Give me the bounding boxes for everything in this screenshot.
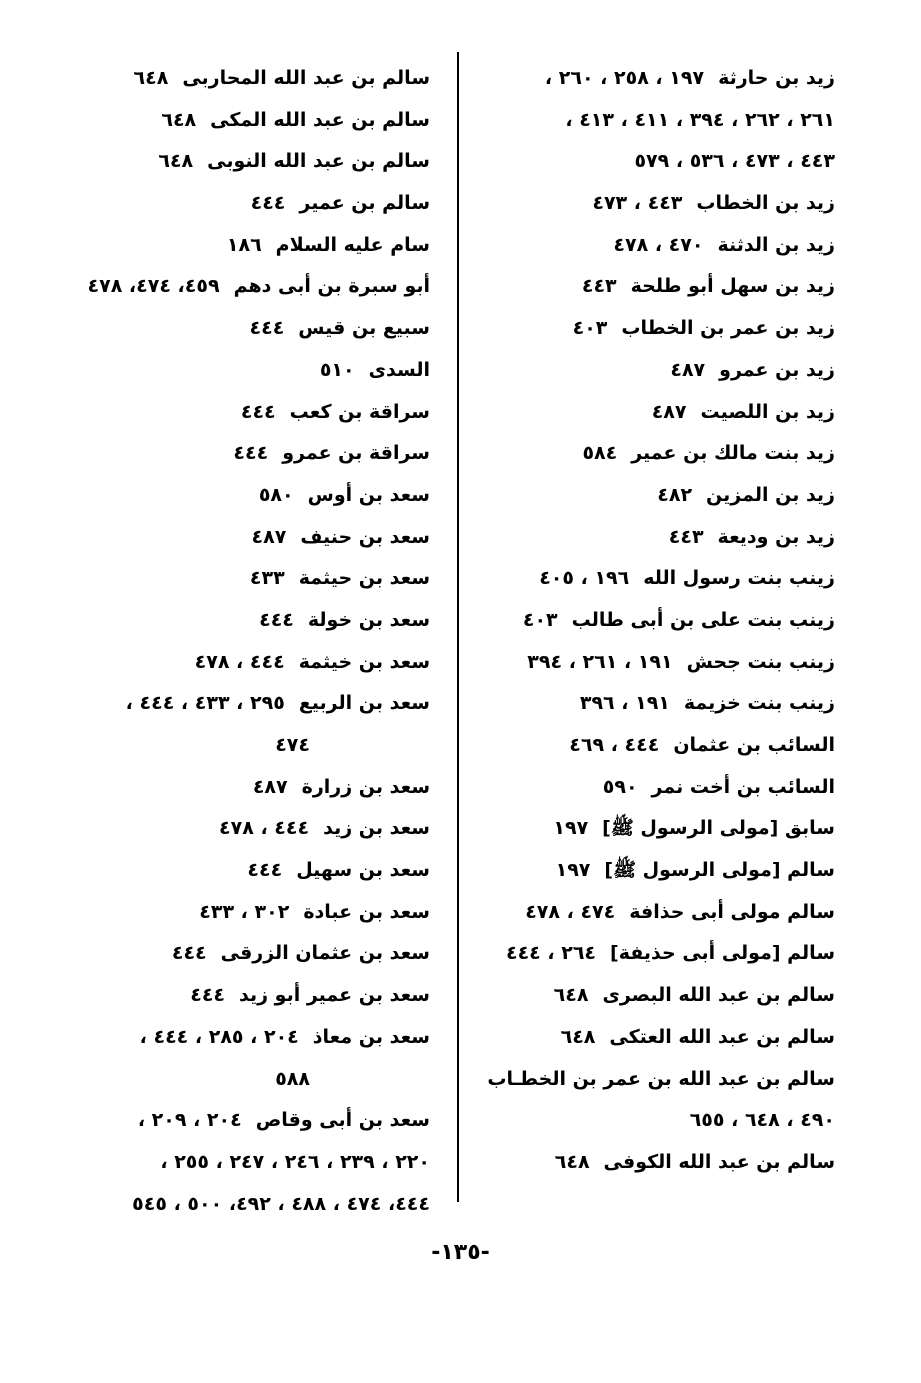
entry-name: سالم بن عبد الله البصرى: [602, 984, 835, 1007]
index-entry: [485, 850, 835, 892]
entry-name: زيد بن المزين: [706, 483, 835, 506]
entry-pages: ٦٤٨: [560, 1025, 596, 1048]
entry-name: سعد بن حيثمة: [298, 567, 430, 590]
index-entry: [70, 1184, 430, 1226]
index-column-left: [70, 58, 430, 1225]
index-entry: [70, 392, 430, 434]
entry-pages: ٤٨٧: [252, 775, 288, 798]
entry-name: سابق [مولى الرسول ﷺ]: [602, 817, 835, 840]
index-entry: [70, 350, 430, 392]
entry-name: سالم بن عبد الله المكى: [210, 108, 430, 131]
entry-pages: ٥٨٠: [258, 483, 294, 506]
entry-pages: ١٩٧: [553, 817, 589, 840]
entry-name: سعد بن عمير أبو زيد: [239, 984, 430, 1007]
entry-pages: ٤٨٧: [651, 400, 687, 423]
entry-pages: ٤٧٤: [275, 734, 310, 756]
index-entry: [70, 1017, 430, 1059]
index-entry: [485, 350, 835, 392]
index-entry: [485, 433, 835, 475]
entry-pages: ٤٤٤، ٤٧٤ ، ٤٨٨ ، ٤٩٢، ٥٠٠ ، ٥٤٥: [132, 1192, 430, 1215]
entry-pages: ١٩٦ ، ٤٠٥: [539, 567, 630, 590]
index-entry: [70, 308, 430, 350]
entry-pages: ٤٣٣: [249, 567, 285, 590]
index-entry: [485, 683, 835, 725]
index-entry: [485, 183, 835, 225]
index-entry: [485, 58, 835, 100]
index-entry: [70, 266, 430, 308]
entry-pages: ٤٨٢: [657, 483, 693, 506]
index-entry: [485, 308, 835, 350]
index-entry: [70, 558, 430, 600]
entry-name: سالم بن عمير: [299, 192, 430, 215]
index-entry: [70, 975, 430, 1017]
entry-pages: ٤٤٤ ، ٤٧٨: [219, 817, 310, 840]
entry-name: زيد بن اللصيت: [700, 400, 835, 423]
index-entry: [70, 808, 430, 850]
entry-name: سعد بن سهيل: [296, 859, 430, 882]
entry-name: سراقة بن كعب: [289, 400, 430, 423]
entry-name: سعد بن أوس: [307, 483, 430, 506]
entry-name: زينب بنت رسول الله: [643, 567, 835, 590]
index-entry: [485, 1142, 835, 1184]
entry-pages: ٤٤٣ ، ٤٧٣: [592, 192, 683, 215]
entry-pages: ٥٨٨: [275, 1067, 310, 1090]
index-entry: [70, 225, 430, 267]
entry-name: أبو سبرة بن أبى دهم: [233, 275, 430, 298]
entry-name: سالم بن عبد الله المحاربى: [182, 67, 430, 89]
entry-name: زيد بنت مالك بن عمير: [631, 442, 835, 465]
entry-name: سالم [مولى أبى حذيفة]: [610, 942, 835, 965]
entry-pages: ٤٨٧: [251, 525, 287, 548]
index-entry: [70, 892, 430, 934]
entry-pages: ٣٠٢ ، ٤٣٣: [199, 900, 290, 923]
entry-name: سعد بن خيثمة: [298, 650, 430, 673]
index-entry: [70, 141, 430, 183]
entry-name: سعد بن خولة: [307, 608, 430, 631]
index-column-right: [485, 58, 835, 1184]
index-entry: [485, 1017, 835, 1059]
index-entry: [70, 100, 430, 142]
entry-pages: ٢٠٤ ، ٢٠٩ ،: [137, 1109, 242, 1132]
index-entry: [70, 725, 430, 767]
index-entry: [485, 558, 835, 600]
entry-pages: ٤٤٤: [171, 942, 207, 965]
entry-name: سعد بن معاذ: [312, 1025, 430, 1048]
index-entry: [70, 1142, 430, 1184]
entry-name: زيد بن حارثة: [718, 67, 835, 89]
entry-name: سبيع بن قيس: [298, 317, 430, 340]
entry-pages: ٤٠٣: [572, 317, 608, 340]
index-entry: [70, 433, 430, 475]
entry-name: زيد بن الخطاب: [696, 192, 835, 215]
entry-pages: ٤٤٤ ، ٤٦٩: [569, 734, 660, 756]
entry-pages: ١٩٧ ، ٢٥٨ ، ٢٦٠ ،: [544, 67, 705, 89]
entry-name: زينب بنت خزيمة: [683, 692, 835, 715]
entry-name: سعد بن عثمان الزرقى: [220, 942, 430, 965]
page-number: -١٣٥-: [431, 1240, 490, 1265]
entry-pages: ٤٤٤: [240, 400, 276, 423]
index-entry: [70, 183, 430, 225]
index-entry: [485, 767, 835, 809]
index-entry: [70, 600, 430, 642]
entry-pages: ٢٠٤ ، ٢٨٥ ، ٤٤٤ ،: [139, 1025, 299, 1048]
entry-pages: ٤٠٣: [522, 608, 558, 631]
entry-pages: ١٩١ ، ٢٦١ ، ٣٩٤: [527, 650, 673, 673]
entry-name: سعد بن أبى وقاص: [255, 1109, 430, 1132]
index-entry: [485, 600, 835, 642]
entry-name: السائب بن أخت نمر: [651, 775, 835, 798]
entry-name: سعد بن الربيع: [298, 692, 430, 715]
entry-pages: ٦٤٨: [158, 150, 194, 173]
index-entry: [70, 475, 430, 517]
entry-pages: ٤٧٠ ، ٤٧٨: [613, 233, 704, 256]
entry-pages: ٢٩٥ ، ٤٣٣ ، ٤٤٤ ،: [125, 692, 285, 715]
entry-name: سام عليه السلام: [275, 233, 430, 256]
index-entry: [70, 517, 430, 559]
entry-name: السدى: [368, 358, 430, 381]
index-entry: [485, 933, 835, 975]
entry-pages: ٥٩٠: [602, 775, 638, 798]
entry-pages: ٤٤٤ ، ٤٧٨: [194, 650, 285, 673]
index-entry: [70, 850, 430, 892]
index-entry: [485, 725, 835, 767]
entry-name: زيد بن سهل أبو طلحة: [630, 275, 835, 298]
entry-pages: ١٩١ ، ٣٩٦: [579, 692, 670, 715]
index-entry: [485, 266, 835, 308]
entry-pages: ٢٦١ ، ٢٦٢ ، ٣٩٤ ، ٤١١ ، ٤١٣ ،: [565, 108, 835, 131]
index-entry: [70, 933, 430, 975]
entry-name: زينب بنت جحش: [686, 650, 835, 673]
index-entry: [485, 100, 835, 142]
entry-name: سالم مولى أبى حذافة: [629, 900, 835, 923]
entry-name: سعد بن زرارة: [301, 775, 430, 798]
index-entry: [485, 475, 835, 517]
entry-pages: ١٩٧: [555, 859, 591, 882]
entry-pages: ٤٤٤: [250, 192, 286, 215]
entry-name: سعد بن زيد: [323, 817, 430, 840]
entry-name: سالم بن عبد الله بن عمر بن الخطـاب: [487, 1067, 835, 1090]
entry-name: زيد بن الدثنة: [717, 233, 835, 256]
entry-pages: ٤٤٤: [249, 317, 285, 340]
entry-pages: ٤٧٤ ، ٤٧٨: [525, 900, 616, 923]
entry-pages: ٤٤٣ ، ٤٧٣ ، ٥٣٦ ، ٥٧٩: [634, 150, 835, 173]
entry-pages: ٥١٠: [319, 358, 355, 381]
index-entry: [485, 392, 835, 434]
entry-name: زيد بن عمرو: [719, 358, 835, 381]
entry-name: سالم بن عبد الله الكوفى: [603, 1150, 835, 1173]
entry-name: سالم [مولى الرسول ﷺ]: [604, 859, 835, 882]
entry-name: سالم بن عبد الله العتكى: [609, 1025, 835, 1048]
entry-pages: ٦٤٨: [133, 67, 169, 89]
index-entry: [70, 642, 430, 684]
entry-name: زينب بنت على بن أبى طالب: [571, 608, 835, 631]
index-entry: [70, 58, 430, 100]
index-entry: [485, 1100, 835, 1142]
entry-pages: ٤٨٧: [670, 358, 706, 381]
entry-pages: ٦٤٨: [161, 108, 197, 131]
entry-name: زيد بن وديعة: [717, 525, 835, 548]
index-entry: [70, 683, 430, 725]
entry-name: سراقة بن عمرو: [282, 442, 430, 465]
entry-name: سعد بن حنيف: [300, 525, 430, 548]
entry-name: زيد بن عمر بن الخطاب: [621, 317, 835, 340]
index-entry: [485, 892, 835, 934]
index-entry: [485, 808, 835, 850]
index-entry: [70, 1059, 430, 1101]
entry-pages: ٦٤٨: [554, 1150, 590, 1173]
entry-pages: ٤٤٣: [581, 275, 617, 298]
index-entry: [485, 225, 835, 267]
entry-name: سعد بن عبادة: [303, 900, 430, 923]
entry-pages: ١٨٦: [226, 233, 262, 256]
entry-pages: ٤٩٠ ، ٦٤٨ ، ٦٥٥: [689, 1109, 835, 1132]
entry-pages: ٤٤٤: [247, 859, 283, 882]
column-divider: [457, 52, 459, 1202]
index-entry: [70, 767, 430, 809]
entry-pages: ٦٤٨: [553, 984, 589, 1007]
index-entry: [70, 1100, 430, 1142]
index-entry: [485, 975, 835, 1017]
entry-pages: ٥٨٤: [582, 442, 618, 465]
entry-name: السائب بن عثمان: [673, 734, 835, 756]
index-entry: [485, 517, 835, 559]
index-entry: [485, 141, 835, 183]
entry-pages: ٢٢٠ ، ٢٣٩ ، ٢٤٦ ، ٢٤٧ ، ٢٥٥ ،: [160, 1150, 430, 1173]
entry-pages: ٢٦٤ ، ٤٤٤: [505, 942, 597, 965]
entry-pages: ٤٤٤: [190, 984, 226, 1007]
index-entry: [485, 1059, 835, 1101]
entry-name: سالم بن عبد الله النوبى: [207, 150, 430, 173]
entry-pages: ٤٤٣: [668, 525, 704, 548]
index-entry: [485, 642, 835, 684]
entry-pages: ٤٤٤: [259, 608, 294, 631]
entry-pages: ٤٤٤: [233, 442, 269, 465]
entry-pages: ٤٥٩، ٤٧٤، ٤٧٨: [87, 275, 220, 298]
